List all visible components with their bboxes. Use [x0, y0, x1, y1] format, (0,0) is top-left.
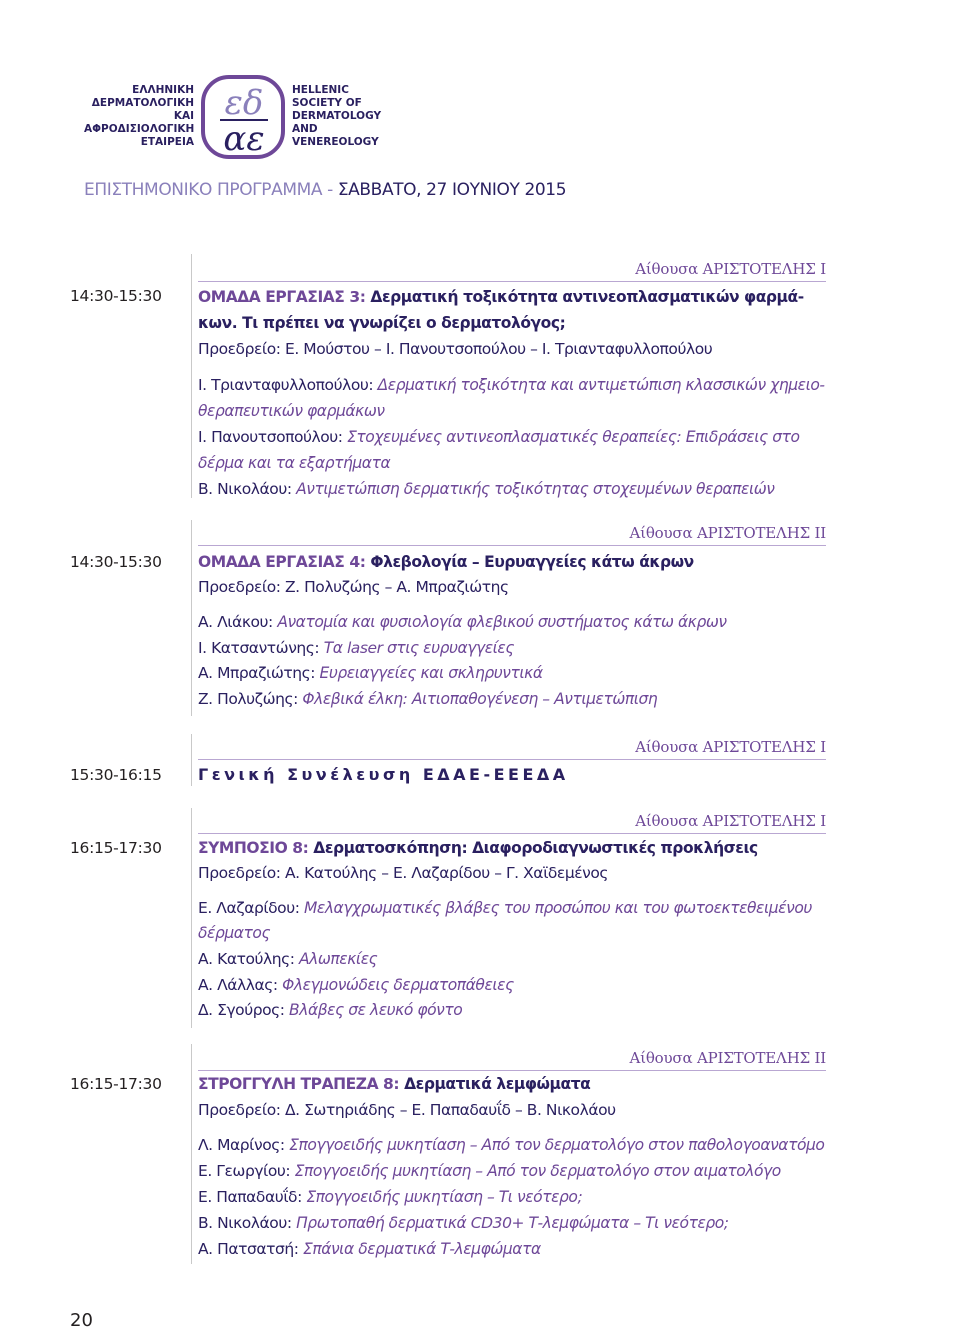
talk-speaker: Ι. Τριανταφυλλοπούλου:	[198, 376, 378, 394]
talk-title: Φλεγμονώδεις δερματοπάθειες	[282, 976, 514, 994]
talk-speaker: Δ. Σγούρος:	[198, 1001, 290, 1019]
talk-title: Βλάβες σε λευκό φόντο	[289, 1001, 463, 1019]
talk-item	[198, 895, 826, 921]
room-underline	[198, 833, 826, 834]
talk-item	[198, 635, 826, 661]
society-name-greek-line: ΚΑΙ	[173, 110, 194, 122]
session-type: ΟΜΑΔΑ ΕΡΓΑΣΙΑΣ 3:	[198, 288, 371, 306]
talk-title: Μελαγχρωματικές βλάβες του προσώπου και του φωτοεκτεθειμένου	[303, 899, 812, 917]
talk-title: Σπογγοειδής μυκητίαση – Από τον δερματολόγο στον παθολογοανατόμο	[289, 1136, 825, 1154]
society-name-english-line: SOCIETY OF	[292, 97, 362, 109]
session-room: Αίθουσα ΑΡΙΣΤΟΤΕΛΗΣ Ι	[635, 812, 826, 830]
talk-item	[198, 686, 826, 712]
session-title-text: Δερματοσκόπηση: Διαφοροδιαγνωστικές προκλήσεις	[313, 839, 758, 857]
talk-title: Τα laser στις ευρυαγγείες	[323, 639, 515, 657]
talk-speaker: Α. Μπραζιώτης:	[198, 664, 320, 682]
chairs-names: Α. Κατούλης – Ε. Λαζαρίδου – Γ. Χαϊδεμένος	[284, 864, 609, 882]
session-chairs	[198, 860, 826, 886]
society-name-greek-line: ΔΕΡΜΑΤΟΛΟΓΙΚΗ	[91, 97, 194, 109]
room-underline	[198, 545, 826, 546]
session-title-text: Γενική Συνέλευση ΕΔΑΕ-ΕΕΕΔΑ	[198, 765, 569, 784]
session-chairs	[198, 574, 826, 600]
chairs-label: Προεδρείο:	[198, 340, 285, 358]
society-name-english-line: DERMATOLOGY	[292, 110, 382, 122]
talk-speaker: Ι. Κατσαντώνης:	[198, 639, 324, 657]
talk-title: Στοχευμένες αντινεοπλασματικές θεραπείες: Επιδράσεις στο	[347, 428, 800, 446]
talk-item	[198, 424, 826, 450]
session-title	[198, 835, 826, 861]
session-time: 15:30-16:15	[70, 766, 162, 784]
session-room: Αίθουσα ΑΡΙΣΤΟΤΕΛΗΣ Ι	[635, 738, 826, 756]
logo-mark-bottom: αε	[223, 119, 265, 159]
talk-item	[198, 1132, 826, 1158]
room-underline	[198, 281, 826, 282]
talk-speaker: Ε. Παπαδαυΐδ:	[198, 1188, 307, 1206]
session-title	[198, 762, 826, 788]
talk-title: Σπογγοειδής μυκητίαση – Τι νεότερο;	[306, 1188, 583, 1206]
talk-speaker: Β. Νικολάου:	[198, 1214, 297, 1232]
talk-item	[198, 997, 826, 1023]
room-underline	[198, 759, 826, 760]
talk-item	[198, 1236, 826, 1262]
talk-title: Σπογγοειδής μυκητίαση – Από τον δερματολόγο στον αιματολόγο	[294, 1162, 781, 1180]
talk-speaker: Α. Κατούλης:	[198, 950, 300, 968]
session-title-cont	[198, 310, 826, 336]
chairs-label: Προεδρείο:	[198, 1101, 285, 1119]
session-time: 16:15-17:30	[70, 839, 162, 857]
talk-speaker: Α. Πατσατσή:	[198, 1240, 303, 1258]
talk-item-cont	[198, 450, 826, 476]
talk-speaker: Α. Λάλλας:	[198, 976, 283, 994]
society-name-greek-line: ΕΛΛΗΝΙΚΗ	[132, 84, 194, 96]
talk-speaker: Ι. Πανουτσοπούλου:	[198, 428, 348, 446]
session-title	[198, 1071, 826, 1097]
talk-title: Δερματική τοξικότητα και αντιμετώπιση κλασσικών χημειο-	[377, 376, 825, 394]
society-name-english	[292, 84, 432, 149]
page-title-date: ΣΑΒΒΑΤΟ, 27 ΙΟΥΝΙΟΥ 2015	[337, 180, 567, 200]
talk-item	[198, 972, 826, 998]
chairs-label: Προεδρείο:	[198, 864, 285, 882]
talk-speaker: Ε. Λαζαρίδου:	[198, 899, 304, 917]
talk-speaker: Ζ. Πολυζώης:	[198, 690, 303, 708]
talk-speaker: Β. Νικολάου:	[198, 480, 297, 498]
society-name-greek-line: ΑΦΡΟΔΙΣΙΟΛΟΓΙΚΗ	[84, 123, 195, 135]
talk-title: Ανατομία και φυσιολογία φλεβικού συστήματος κάτω άκρων	[277, 613, 727, 631]
talk-title: δέρματος	[198, 924, 271, 942]
talk-item-cont	[198, 398, 826, 424]
society-name-english-line: AND	[292, 123, 318, 135]
session-title-text: Δερματική τοξικότητα αντινεοπλασματικών φαρμά-	[370, 288, 804, 306]
society-name-english-line: HELLENIC	[292, 84, 349, 96]
session-divider	[191, 1044, 192, 1264]
session-divider	[191, 808, 192, 1028]
talk-item	[198, 476, 826, 502]
society-name-english-line: VENEREOLOGY	[292, 136, 379, 148]
session-room: Αίθουσα ΑΡΙΣΤΟΤΕΛΗΣ ΙΙ	[629, 524, 826, 542]
session-type: ΣΥΜΠΟΣΙΟ 8:	[198, 839, 314, 857]
page-number: 20	[70, 1310, 93, 1331]
talk-speaker: Λ. Μαρίνος:	[198, 1136, 290, 1154]
talk-speaker: Ε. Γεωργίου:	[198, 1162, 295, 1180]
talk-item	[198, 1158, 826, 1184]
talk-item	[198, 660, 826, 686]
chairs-names: Ζ. Πολυζώης – Α. Μπραζιώτης	[284, 578, 509, 596]
page-title-prefix: ΕΠΙΣΤΗΜΟΝΙΚΟ ΠΡΟΓΡΑΜΜΑ -	[84, 180, 338, 200]
session-type: ΟΜΑΔΑ ΕΡΓΑΣΙΑΣ 4:	[198, 553, 371, 571]
session-title-text: Φλεβολογία – Ευρυαγγείες κάτω άκρων	[370, 553, 694, 571]
chairs-names: Ε. Μούστου – Ι. Πανουτσοπούλου – Ι. Τριανταφυλλοπούλου	[284, 340, 713, 358]
session-room: Αίθουσα ΑΡΙΣΤΟΤΕΛΗΣ Ι	[635, 260, 826, 278]
talk-title: δέρμα και τα εξαρτήματα	[198, 454, 391, 472]
session-title-text: Δερματικά λεμφώματα	[404, 1075, 591, 1093]
talk-title: θεραπευτικών φαρμάκων	[198, 402, 385, 420]
talk-title: Φλεβικά έλκη: Αιτιοπαθογένεση – Αντιμετώπιση	[302, 690, 658, 708]
session-divider	[191, 520, 192, 716]
session-chairs	[198, 1097, 826, 1123]
session-title	[198, 284, 826, 310]
talk-item	[198, 609, 826, 635]
talk-item	[198, 1210, 826, 1236]
talk-item	[198, 372, 826, 398]
session-time: 16:15-17:30	[70, 1075, 162, 1093]
session-time: 14:30-15:30	[70, 287, 162, 305]
chairs-names: Δ. Σωτηριάδης – Ε. Παπαδαυΐδ – Β. Νικολάου	[284, 1101, 616, 1119]
session-room: Αίθουσα ΑΡΙΣΤΟΤΕΛΗΣ ΙΙ	[629, 1049, 826, 1067]
session-type: ΣΤΡΟΓΓΥΛΗ ΤΡΑΠΕΖΑ 8:	[198, 1075, 405, 1093]
logo-mark-top: εδ	[224, 83, 264, 123]
talk-item	[198, 946, 826, 972]
session-divider	[191, 734, 192, 786]
session-divider	[191, 254, 192, 498]
page-title	[84, 180, 566, 200]
talk-item-cont	[198, 920, 826, 946]
talk-title: Σπάνια δερματικά Τ-λεμφώματα	[302, 1240, 541, 1258]
session-title-text: κων. Τι πρέπει να γνωρίζει ο δερματολόγος;	[198, 314, 566, 332]
talk-title: Ευρειαγγείες και σκληρυντικά	[319, 664, 543, 682]
society-name-greek	[84, 84, 194, 149]
talk-title: Αντιμετώπιση δερματικής τοξικότητας στοχευμένων θεραπειών	[296, 480, 775, 498]
session-chairs	[198, 336, 826, 362]
session-title	[198, 549, 826, 575]
talk-title: Αλωπεκίες	[299, 950, 378, 968]
chairs-label: Προεδρείο:	[198, 578, 285, 596]
society-logo-icon	[200, 74, 286, 160]
talk-speaker: Α. Λιάκου:	[198, 613, 278, 631]
talk-item	[198, 1184, 826, 1210]
talk-title: Πρωτοπαθή δερματικά CD30+ Τ-λεμφώματα – Τι νεότερο;	[296, 1214, 729, 1232]
society-name-greek-line: ΕΤΑΙΡΕΙΑ	[140, 136, 194, 148]
session-time: 14:30-15:30	[70, 553, 162, 571]
